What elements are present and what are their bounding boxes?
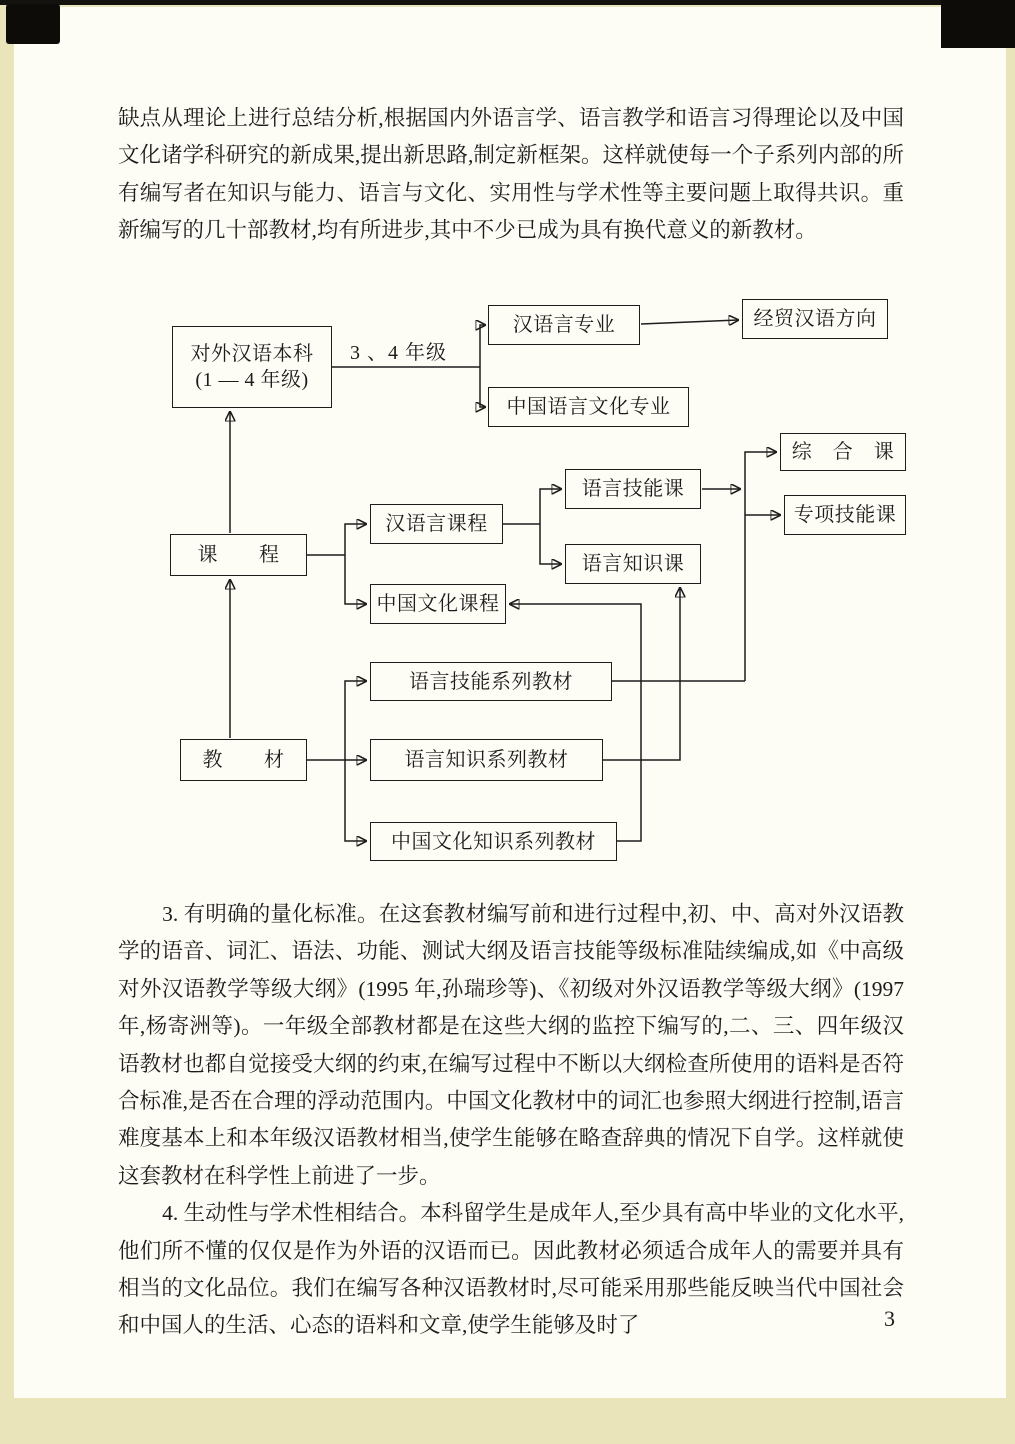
node-undergrad-line2: (1 — 4 年级) [195,369,309,391]
node-culture-textbook-series: 中国文化知识系列教材 [370,822,617,861]
node-knowledge-textbook-series: 语言知识系列教材 [370,739,603,781]
grade-range-label: 3 、4 年级 [350,342,447,364]
connector-to-culture-major [480,367,485,407]
paragraph-intro: 缺点从理论上进行总结分析,根据国内外语言学、语言教学和语言习得理论以及中国文化诸学科研究的新成果,提出新思路,制定新框架。这样就使每一个子系列内部的所有编写者在知识与能力、语言与文化、实用性与学术性等主要问题上取得共识。重新编写的几十部教材,均有所进步,其中不少已成为具有换代意义的新教材。 [118,106,904,243]
paragraph-point3: 3. 有明确的量化标准。在这套教材编写前和进行过程中,初、中、高对外汉语教学的语音、词汇、语法、功能、测试大纲及语言技能等级标准陆续编成,如《中高级对外汉语教学等级大纲》(1995 年,孙瑞珍等)、《初级对外汉语教学等级大纲》(1997 年,杨寄洲等)。一年级全部教材都是在这些大纲的监控下编写的,二、三、四年级汉语教材也都自觉接受大纲的约束,在编写过程中不断以大纲检查所使用的语料是否符合标准,是否在合理的浮动范围内。中国文化教材中的词汇也参照大纲进行控制,语言难度基本上和本年级汉语教材相当,使学生能够在略查辞典的情况下自学。这样就使这套教材在科学性上前进了一步。 [118,902,904,1188]
node-language-skill-course: 语言技能课 [565,469,701,509]
node-business-chinese-direction: 经贸汉语方向 [742,299,888,339]
node-chinese-culture-major: 中国语言文化专业 [488,387,689,427]
connector-to-culture-series [345,760,366,841]
connector-to-skill-course [540,489,561,524]
node-chinese-language-courses: 汉语言课程 [370,504,503,544]
paragraph-point4: 4. 生动性与学术性相结合。本科留学生是成年人,至少具有高中毕业的文化水平,他们所不懂的仅仅是作为外语的汉语而已。因此教材必须适合成年人的需要并具有相当的文化品位。我们在编写各种汉语教材时,尽可能采用那些能反映当代中国社会和中国人的生活、心态的语料和文章,使学生能够及时了 [118,1201,904,1338]
node-comprehensive-course: 综 合 课 [780,433,906,471]
node-textbooks: 教 材 [180,739,307,781]
connector-knowledge-series-to-knowledge-course [603,588,680,760]
node-skill-textbook-series: 语言技能系列教材 [370,662,612,701]
connector-to-skill-series [345,681,366,760]
connector-to-language-major [480,325,485,367]
node-undergrad-program [172,326,332,408]
numbered-points [118,896,904,1345]
connector-to-chinese-language-courses [345,524,366,555]
connector-trunk-to-comprehensive [745,452,776,681]
node-undergrad-line1: 对外汉语本科 [190,343,314,365]
node-chinese-culture-courses: 中国文化课程 [370,584,506,624]
connector-to-culture-courses [345,555,366,604]
page-number: 3 [884,1306,895,1331]
node-language-knowledge-course: 语言知识课 [565,544,701,584]
connector-to-knowledge-course [540,524,561,564]
node-courses: 课 程 [170,534,307,576]
node-special-skill-course: 专项技能课 [784,495,906,535]
connector-major-to-business [641,320,738,324]
connector-culture-series-to-culture-courses [510,604,641,841]
node-chinese-language-major: 汉语言专业 [488,305,640,345]
